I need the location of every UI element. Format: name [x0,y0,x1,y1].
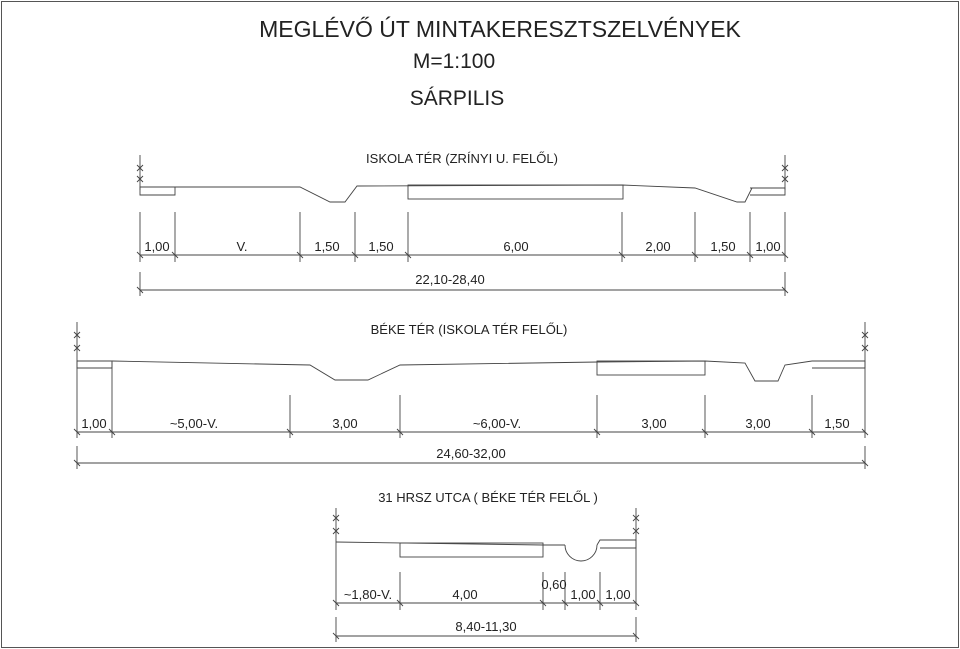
dim-label: V. [236,239,248,254]
total-width-label: 24,60-32,00 [436,446,506,461]
dim-label: 1,00 [144,239,170,254]
dim-label: 1,50 [314,239,340,254]
dimension-labels [81,416,849,431]
dim-label: 6,00 [503,239,529,254]
dim-label: ~1,80-V. [343,587,393,602]
dim-label: 3,00 [332,416,358,431]
total-width-label: 8,40-11,30 [455,619,517,634]
section-31-hrsz-utca [333,490,639,642]
section-beke-ter [74,322,868,469]
dim-label: 1,00 [755,239,781,254]
section-iskola-ter [137,151,788,296]
dimension-labels [344,577,631,602]
dim-label: 1,00 [570,587,596,602]
drawing-title: MEGLÉVŐ ÚT MINTAKERESZTSZELVÉNYEK [259,16,741,42]
dim-label: 1,50 [824,416,850,431]
drawing-place: SÁRPILIS [409,87,505,110]
dim-label: 3,00 [745,416,771,431]
dimension-labels [144,239,780,254]
dim-label: 4,00 [452,587,478,602]
cross-section-profile [336,540,636,561]
dimension-line-parts [137,155,788,262]
dim-label: ~5,00-V. [169,416,219,431]
cross-section-profile [77,361,865,381]
drawing-scale: M=1:100 [412,50,496,73]
dim-label: 3,00 [641,416,667,431]
section-title: 31 HRSZ UTCA ( BÉKE TÉR FELŐL ) [378,490,598,505]
dim-label: 1,00 [81,416,107,431]
dim-label: 1,00 [605,587,631,602]
cross-section-profile [140,185,785,202]
dim-label: 0,60 [541,577,567,592]
section-title: BÉKE TÉR (ISKOLA TÉR FELŐL) [370,322,568,337]
dim-label: 1,50 [710,239,736,254]
section-title: ISKOLA TÉR (ZRÍNYI U. FELŐL) [366,151,558,166]
total-width-label: 22,10-28,40 [415,272,485,287]
dim-label: 1,50 [368,239,394,254]
dim-label: 2,00 [645,239,671,254]
dim-label: ~6,00-V. [472,416,522,431]
